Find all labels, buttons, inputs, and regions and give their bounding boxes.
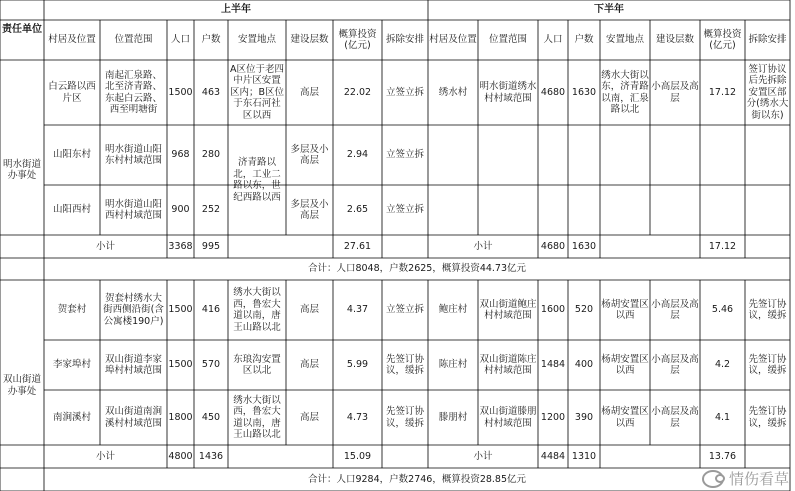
table-cell: 白云路以西片区 — [48, 81, 96, 104]
table-cell: 4.37 — [346, 304, 369, 316]
table-cell: 绣水村 — [438, 86, 468, 98]
table-cell: 绣水大街以西，鲁宏大道以南，唐王山路以北 — [233, 287, 281, 333]
table-cell: 4680 — [540, 86, 566, 98]
column-header: 人口 — [170, 34, 190, 46]
table-cell: 5.99 — [346, 359, 369, 371]
table-cell: 1800 — [168, 411, 193, 423]
table-cell: 绣水大街以东，济青路以南，汇泉路以北 — [601, 69, 649, 115]
table-cell: 22.02 — [343, 86, 372, 98]
subtotal-value: 995 — [201, 240, 221, 252]
table-cell: 570 — [201, 359, 221, 371]
table-cell: 立签立拆 — [385, 149, 424, 161]
column-header: 概算投资(亿元) — [703, 28, 742, 51]
table-cell: 双山街道南涧溪村村域范围 — [104, 406, 162, 429]
table-cell — [568, 185, 600, 235]
table-cell: A区位于老四中片区安置区内；B区位于东石河社区以西 — [229, 63, 285, 121]
table-cell: 520 — [574, 304, 594, 316]
watermark — [702, 468, 789, 489]
table-cell: 贺套村 — [57, 304, 87, 316]
column-header: 拆除安排 — [385, 34, 424, 46]
table-cell: 先签订协议，缓拆 — [748, 353, 787, 376]
subtotal-label: 小计 — [473, 240, 493, 252]
table-cell: 2.94 — [346, 149, 369, 161]
table-cell: 双山街道陈庄村村域范围 — [479, 353, 537, 376]
table-cell: 贺套村绣水大街西侧沿街(含公寓楼190户) — [103, 292, 164, 327]
table-cell: 小高层及高层 — [651, 406, 699, 429]
table-cell: 双山街道滕朋村村域范围 — [479, 406, 537, 429]
table-cell: 小高层及高层 — [651, 298, 699, 321]
table-cell — [650, 185, 700, 235]
column-header: 建设层数 — [290, 34, 329, 46]
table-cell — [650, 125, 700, 185]
column-header: 村居及位置 — [48, 34, 96, 46]
header-first-half: 上半年 — [221, 4, 251, 16]
subtotal-value: 4800 — [168, 450, 193, 462]
header-second-half: 下半年 — [594, 4, 624, 16]
table-cell: 小高层及高层 — [651, 81, 699, 104]
table-cell: 高层 — [299, 304, 319, 316]
table-cell: 济青路以北，工业二路以东，世纪西路以西 — [233, 157, 281, 203]
table-cell: 先签订协议，缓拆 — [748, 406, 787, 429]
wechat-logo-icon — [702, 470, 724, 488]
table-cell: 900 — [171, 204, 190, 216]
table-cell: 4.1 — [714, 411, 731, 423]
subtotal-value: 15.09 — [343, 450, 372, 462]
table-cell: 先签订协议，缓拆 — [385, 406, 424, 429]
column-header: 安置地点 — [237, 34, 276, 46]
column-header: 概算投资(亿元) — [338, 28, 377, 51]
column-header: 安置地点 — [605, 34, 644, 46]
table-cell: 滕朋村 — [438, 411, 468, 423]
table-cell: 杨胡安置区以西 — [601, 298, 649, 321]
table-cell: 陈庄村 — [438, 359, 468, 371]
column-header: 人口 — [543, 34, 563, 46]
table-cell — [478, 125, 538, 185]
table-cell: 17.12 — [708, 86, 737, 98]
table-cell: 签订协议后先拆除安置区部分(绣水大街以东) — [746, 63, 789, 121]
table-cell — [700, 185, 745, 235]
subtotal-value: 1436 — [198, 450, 224, 462]
subtotal-value: 4680 — [540, 240, 566, 252]
watermark-text: 情伤看草 — [728, 470, 789, 488]
column-header: 村居及位置 — [429, 34, 477, 46]
table-cell: 2.65 — [346, 204, 369, 216]
table-cell: 高层 — [299, 359, 319, 371]
table-cell: 立签立拆 — [385, 304, 424, 316]
responsible-unit-cell: 双山街道办事处 — [2, 374, 41, 397]
table-cell: 多层及小高层 — [290, 198, 329, 221]
table-cell: 明水街道山阳东村村域范围 — [104, 143, 162, 166]
table-cell — [700, 125, 745, 185]
table-cell: 1500 — [168, 359, 193, 371]
subtotal-value: 1310 — [571, 450, 597, 462]
table-cell: 高层 — [299, 411, 319, 423]
subtotal-label: 小计 — [473, 450, 493, 462]
responsible-unit-cell: 明水街道办事处 — [2, 158, 41, 181]
column-header: 户数 — [201, 34, 221, 46]
table-cell: 山阳西村 — [52, 204, 91, 216]
table-cell — [428, 185, 478, 235]
column-header: 位置范围 — [114, 34, 153, 46]
table-cell: 400 — [574, 359, 594, 371]
table-cell: 双山街道鲍庄村村域范围 — [479, 298, 537, 321]
table-cell: 252 — [201, 204, 221, 216]
table-cell: 1500 — [168, 86, 193, 98]
table-cell — [538, 125, 568, 185]
table-cell: 968 — [171, 149, 190, 161]
table-cell — [600, 125, 650, 185]
header-responsible-unit: 责任单位 — [2, 24, 42, 36]
table-cell — [478, 185, 538, 235]
group-total: 合计：人口8048，户数2625，概算投资44.73亿元 — [307, 263, 527, 275]
subtotal-value: 17.12 — [708, 240, 737, 252]
subtotal-value: 1630 — [571, 240, 597, 252]
table-cell: 双山街道李家埠村村域范围 — [104, 353, 162, 376]
table-cell — [745, 185, 790, 235]
column-header: 拆除安排 — [748, 34, 787, 46]
subtotal-value: 3368 — [168, 240, 193, 252]
table-cell: 1200 — [540, 411, 566, 423]
table-cell: 1500 — [168, 304, 193, 316]
table-cell — [568, 125, 600, 185]
table-cell: 4.2 — [714, 359, 731, 371]
table-cell: 绣水大街以西，鲁宏大道以南，唐王山路以北 — [233, 394, 281, 440]
table-cell: 1600 — [540, 304, 566, 316]
column-header: 位置范围 — [488, 34, 527, 46]
table-cell: 南起汇泉路、北至济青路、东起白云路、西至明塘街 — [104, 69, 162, 115]
table-cell: 小高层及高层 — [651, 353, 699, 376]
subtotal-label: 小计 — [95, 450, 115, 462]
table-cell: 南涧溪村 — [52, 411, 91, 423]
table-cell: 杨胡安置区以西 — [601, 406, 649, 429]
table-cell: 416 — [201, 304, 221, 316]
table-cell: 4.73 — [346, 411, 369, 423]
table-cell: 463 — [201, 86, 221, 98]
table-cell: 390 — [574, 411, 594, 423]
table-cell: 明水街道山阳西村村域范围 — [104, 198, 162, 221]
table-cell — [600, 185, 650, 235]
table-cell: 1484 — [540, 359, 566, 371]
table-cell: 多层及小高层 — [290, 143, 329, 166]
table-cell: 鲍庄村 — [438, 304, 468, 316]
table-cell: 5.46 — [711, 304, 734, 316]
table-cell: 450 — [201, 411, 221, 423]
table-cell — [745, 125, 790, 185]
table-cell: 山阳东村 — [52, 149, 91, 161]
table-cell: 立签立拆 — [385, 86, 424, 98]
table-cell: 先签订协议，缓拆 — [385, 353, 424, 376]
table-cell — [428, 125, 478, 185]
table-cell: 高层 — [299, 86, 319, 98]
group-total: 合计：人口9284，户数2746，概算投资28.85亿元 — [307, 473, 527, 485]
column-header: 建设层数 — [655, 34, 694, 46]
table-cell: 东琅沟安置区以北 — [233, 353, 281, 376]
table-cell: 先签订协议，缓拆 — [748, 298, 787, 321]
subtotal-label: 小计 — [95, 240, 115, 252]
table-cell: 1630 — [571, 86, 597, 98]
table-cell — [538, 185, 568, 235]
table-cell: 立签立拆 — [385, 204, 424, 216]
subtotal-value: 13.76 — [708, 450, 737, 462]
column-header: 户数 — [574, 34, 594, 46]
table-cell: 李家埠村 — [52, 359, 91, 371]
table-cell: 280 — [201, 149, 221, 161]
table-cell: 杨胡安置区以西 — [601, 353, 649, 376]
subtotal-value: 4484 — [540, 450, 566, 462]
table-cell: 明水街道绣水村村域范围 — [479, 81, 537, 104]
subtotal-value: 27.61 — [343, 240, 372, 252]
